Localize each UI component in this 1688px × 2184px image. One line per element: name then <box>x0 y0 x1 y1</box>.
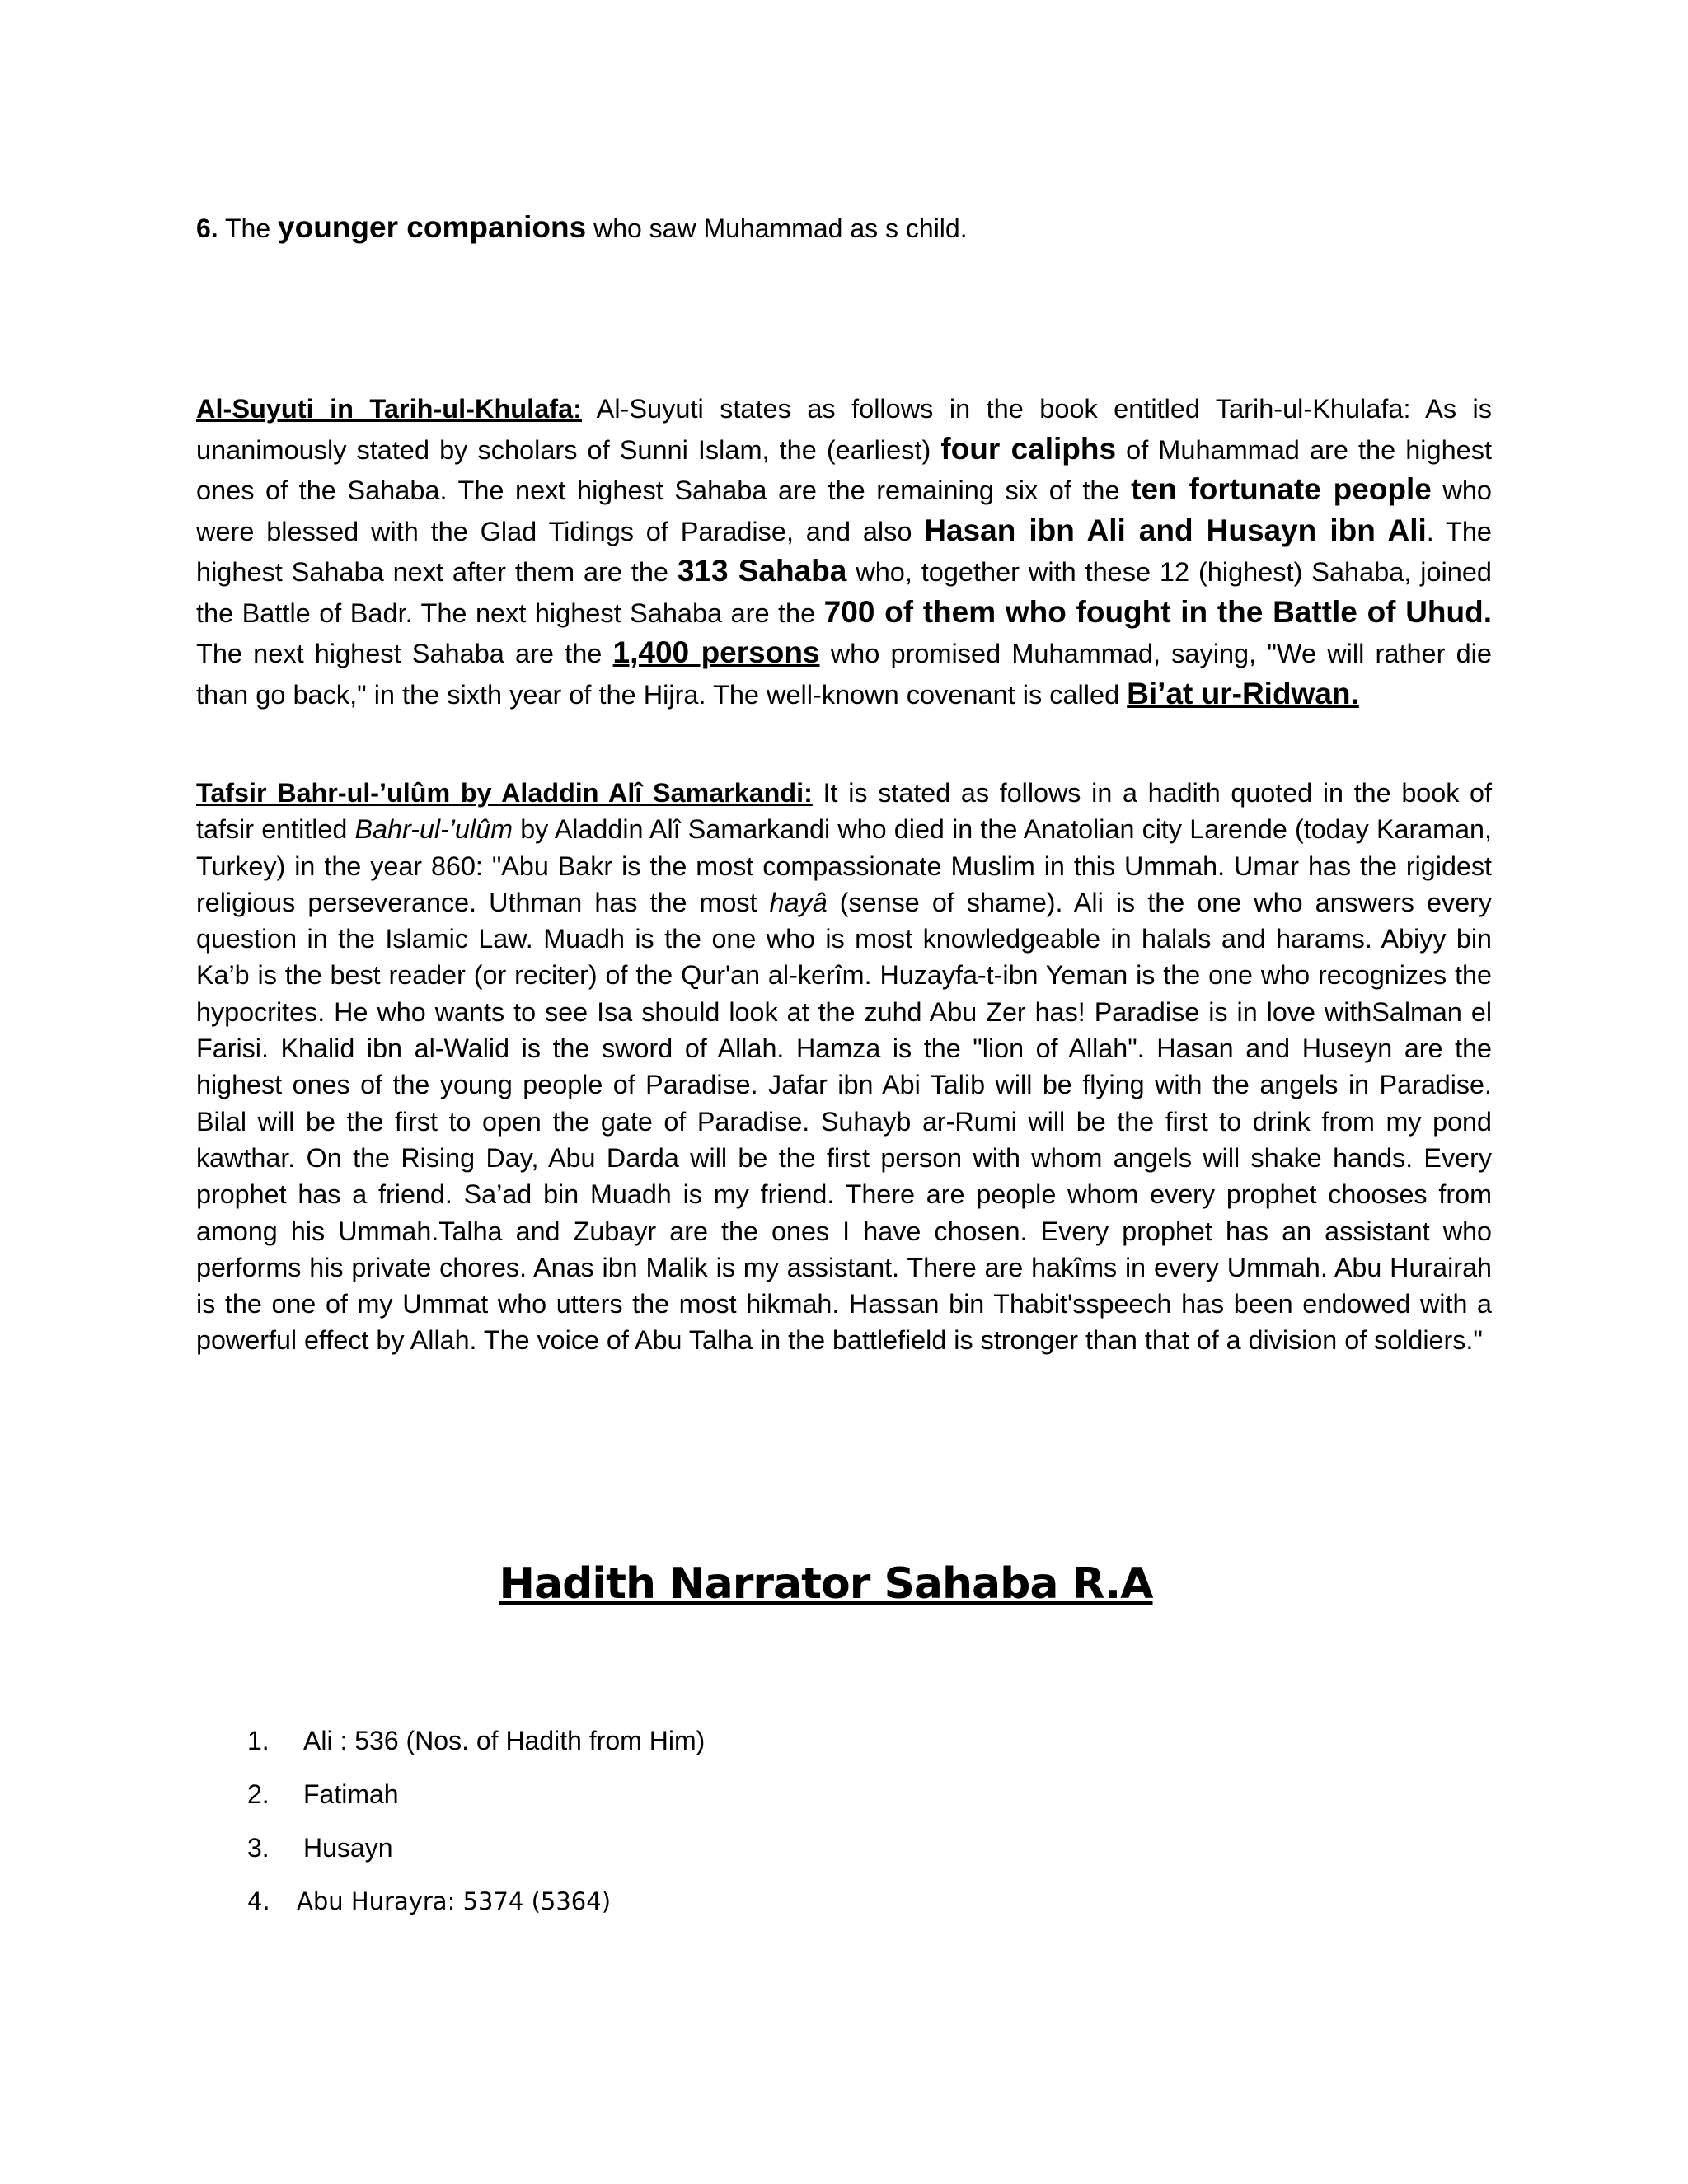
list-item-text: Ali : 536 (Nos. of Hadith from Him) <box>303 1726 706 1755</box>
tafsir-text: (sense of shame). Ali is the one who answers every question in the Islamic Law. Muadh is the one who is most knowledgeable in halals and harams. Abiyy bin Ka’b is the best reader (or reciter) of the Qur'an al-kerîm. Huzayfa-t-ibn Yeman is the one who recognizes the hypocrites. He who wants to see Isa should look at the zuhd Abu Zer has! Paradise is in love withSalman el Farisi. Khalid ibn al-Walid is the sword of Allah. Hamza is the "lion of Allah". Hasan and Huseyn are the highest ones of the young people of Paradise. Jafar ibn Abi Talib will be flying with the angels in Paradise. Bilal will be the first to open the gate of Paradise. Suhayb ar-Rumi will be the first to drink from my pond kawthar. On the Rising Day, Abu Darda will be the first person with whom angels will shake hands. Every prophet has a friend. Sa’ad bin Muadh is my friend. There are people whom every prophet chooses from among his Ummah.Talha and Zubayr are the ones I have chosen. Every prophet has an assistant who performs his private chores. Anas ibn Malik is my assistant. There are hakîms in every Ummah. Abu Hurairah is the one of my Ummat who utters the most hikmah. Hassan bin Thabit'sspeech has been endowed with a powerful effect by Allah. The voice of Abu Talha in the battlefield is stronger than that of a division of soldiers." <box>196 887 1492 1356</box>
suyuti-bold: ten fortunate people <box>1131 472 1432 506</box>
list-item-6 <box>196 208 968 247</box>
list-item-number: 4. <box>247 1887 270 1915</box>
suyuti-text: who, together with these 12 (highest) Sahaba, joined the Battle of Badr. The next highest Sahaba are the <box>196 557 1492 628</box>
list-item <box>247 1724 705 1778</box>
list-item-number: 3. <box>247 1833 270 1863</box>
item-text-pre: The <box>218 213 279 243</box>
suyuti-bold: 700 of them who fought in the Battle of Uhud. <box>823 594 1492 629</box>
list-item-text: Abu Hurayra: 5374 (5364) <box>297 1887 612 1915</box>
list-item <box>247 1885 705 1938</box>
suyuti-text: who promised Muhammad, saying, "We will rather die than go back," in the sixth year of the Hijra. The well-known covenant is called <box>196 639 1492 710</box>
list-item-number: 1. <box>247 1726 270 1755</box>
suyuti-text: who were blessed with the Glad Tidings of Paradise, and also <box>196 476 1492 546</box>
suyuti-text: The next highest Sahaba are the <box>196 639 613 668</box>
tafsir-text: It is stated as follows in a hadith quoted in the book of tafsir entitled <box>196 778 1492 845</box>
suyuti-bold: 313 Sahaba <box>677 554 847 588</box>
list-item-text: Husayn <box>303 1833 393 1863</box>
tafsir-text: by Aladdin Alî Samarkandi who died in the Anatolian city Larende (today Karaman, Turkey) in the year 860: "Abu Bakr is the most compassionate Muslim in this Ummah. Umar has the rigidest religious perseverance. Uthman has the most <box>196 814 1492 917</box>
suyuti-bold-underlined: Bi’at ur-Ridwan. <box>1127 676 1359 710</box>
list-item <box>247 1778 705 1831</box>
item-emphasis: younger companions <box>278 210 587 244</box>
narrator-list <box>247 1724 705 1938</box>
item-text-post: who saw Muhammad as s child. <box>586 213 968 243</box>
suyuti-bold: Hasan ibn Ali and Husayn ibn Ali <box>924 513 1427 547</box>
suyuti-text: . The highest Sahaba next after them are the <box>196 516 1493 587</box>
list-item-number: 2. <box>247 1779 270 1809</box>
suyuti-bold: four caliphs <box>940 431 1117 466</box>
suyuti-bold-underlined: 1,400 persons <box>612 635 820 669</box>
list-item <box>247 1831 705 1885</box>
list-item-text: Fatimah <box>303 1779 399 1809</box>
tafsir-italic: hayâ <box>769 887 828 917</box>
suyuti-text: Al-Suyuti states as follows in the book entitled Tarih-ul-Khulafa: As is unanimously stated by scholars of Sunni Islam, the (earliest) <box>196 394 1492 465</box>
tafsir-italic: Bahr-ul-’ulûm <box>354 814 513 845</box>
section-heading: Hadith Narrator Sahaba R.A <box>499 1559 1153 1609</box>
tafsir-lead: Tafsir Bahr-ul-’ulûm by Aladdin Alî Samarkandi: <box>196 778 813 808</box>
suyuti-text: of Muhammad are the highest ones of the Sahaba. The next highest Sahaba are the remaining six of the <box>196 434 1493 505</box>
suyuti-paragraph <box>196 389 1492 715</box>
item-number: 6. <box>196 213 218 243</box>
suyuti-lead: Al-Suyuti in Tarih-ul-Khulafa: <box>196 394 582 424</box>
tafsir-paragraph <box>196 775 1492 1359</box>
